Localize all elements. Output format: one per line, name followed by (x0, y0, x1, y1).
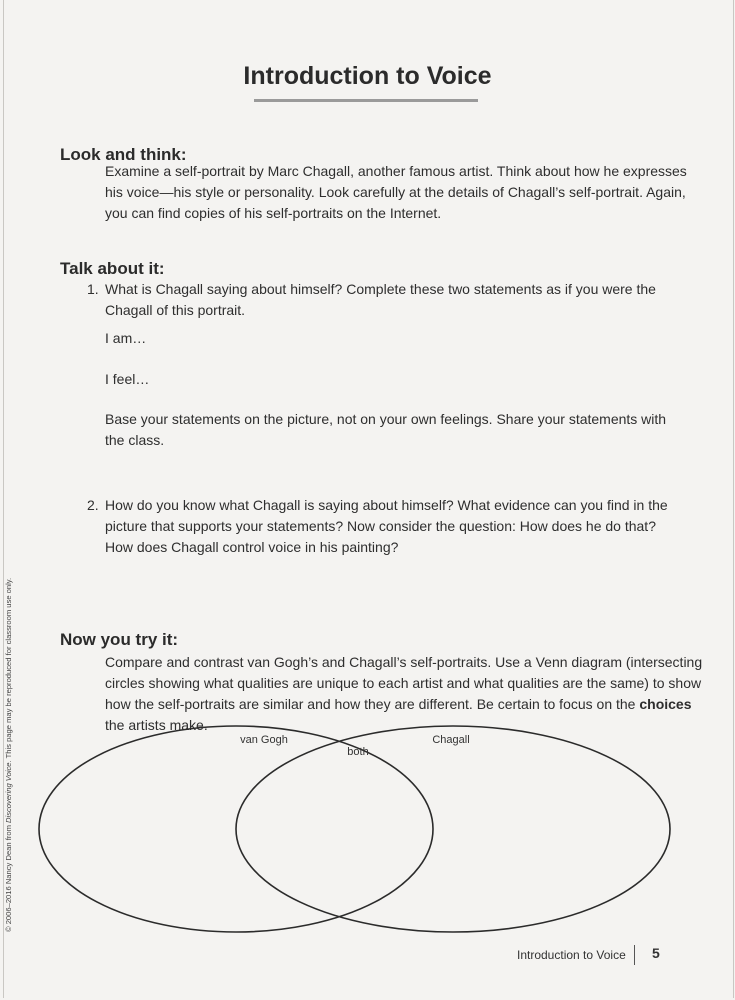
prompt-i-feel: I feel… (105, 371, 150, 387)
venn-label-both: both (347, 746, 369, 758)
page-title: Introduction to Voice (243, 62, 492, 90)
prompt-i-am: I am… (105, 330, 147, 346)
heading-talk-about-it: Talk about it: (60, 259, 165, 278)
footer-section-title: Introduction to Voice (517, 948, 626, 962)
copyright-prefix: © 2006–2016 Nancy Dean from (4, 822, 13, 932)
copyright-suffix: . This page may be reproduced for classroom use only. (4, 577, 13, 763)
item-number-2: 2. (87, 497, 99, 513)
text-line: the artists make. (105, 717, 208, 733)
heading-look-and-think: Look and think: (60, 145, 187, 164)
heading-now-you-try-it: Now you try it: (60, 630, 179, 649)
text-line: Compare and contrast van Gogh’s and Chagall’s self-portraits. Use a Venn diagram (intersecting (105, 654, 703, 670)
text-line: circles showing what qualities are unique to each artist and what qualities are the same) to show (105, 675, 702, 691)
text-line: Base your statements on the picture, not on your own feelings. Share your statements with (105, 411, 667, 427)
text-line: How does Chagall control voice in his painting? (105, 539, 399, 555)
copyright-side-note (4, 32, 13, 932)
page-number: 5 (652, 945, 660, 961)
venn-label-van-gogh: van Gogh (240, 734, 288, 746)
text-line: Chagall of this portrait. (105, 302, 246, 318)
text-line: picture that supports your statements? Now consider the question: How does he do that? (105, 518, 656, 534)
text-segment: how the self-portraits are similar and how they are different. Be certain to focus on the (105, 696, 640, 712)
text-line: his voice—his style or personality. Look carefully at the details of Chagall’s self-portrait. Again, (105, 184, 686, 200)
text-line: you can find copies of his self-portraits on the Internet. (105, 205, 442, 221)
text-line: How do you know what Chagall is saying about himself? What evidence can you find in the (105, 497, 668, 513)
book-title: Discovering Voice (4, 762, 13, 823)
venn-circle-chagall (236, 726, 670, 932)
venn-label-chagall: Chagall (432, 734, 470, 746)
text-line: the class. (105, 432, 165, 448)
choices-emphasis: choices (639, 696, 692, 712)
footer-divider (634, 945, 635, 965)
text-line: Examine a self-portrait by Marc Chagall, another famous artist. Think about how he expresses (105, 163, 687, 179)
text-line: What is Chagall saying about himself? Complete these two statements as if you were the (105, 281, 656, 297)
item-number-1: 1. (87, 281, 99, 297)
